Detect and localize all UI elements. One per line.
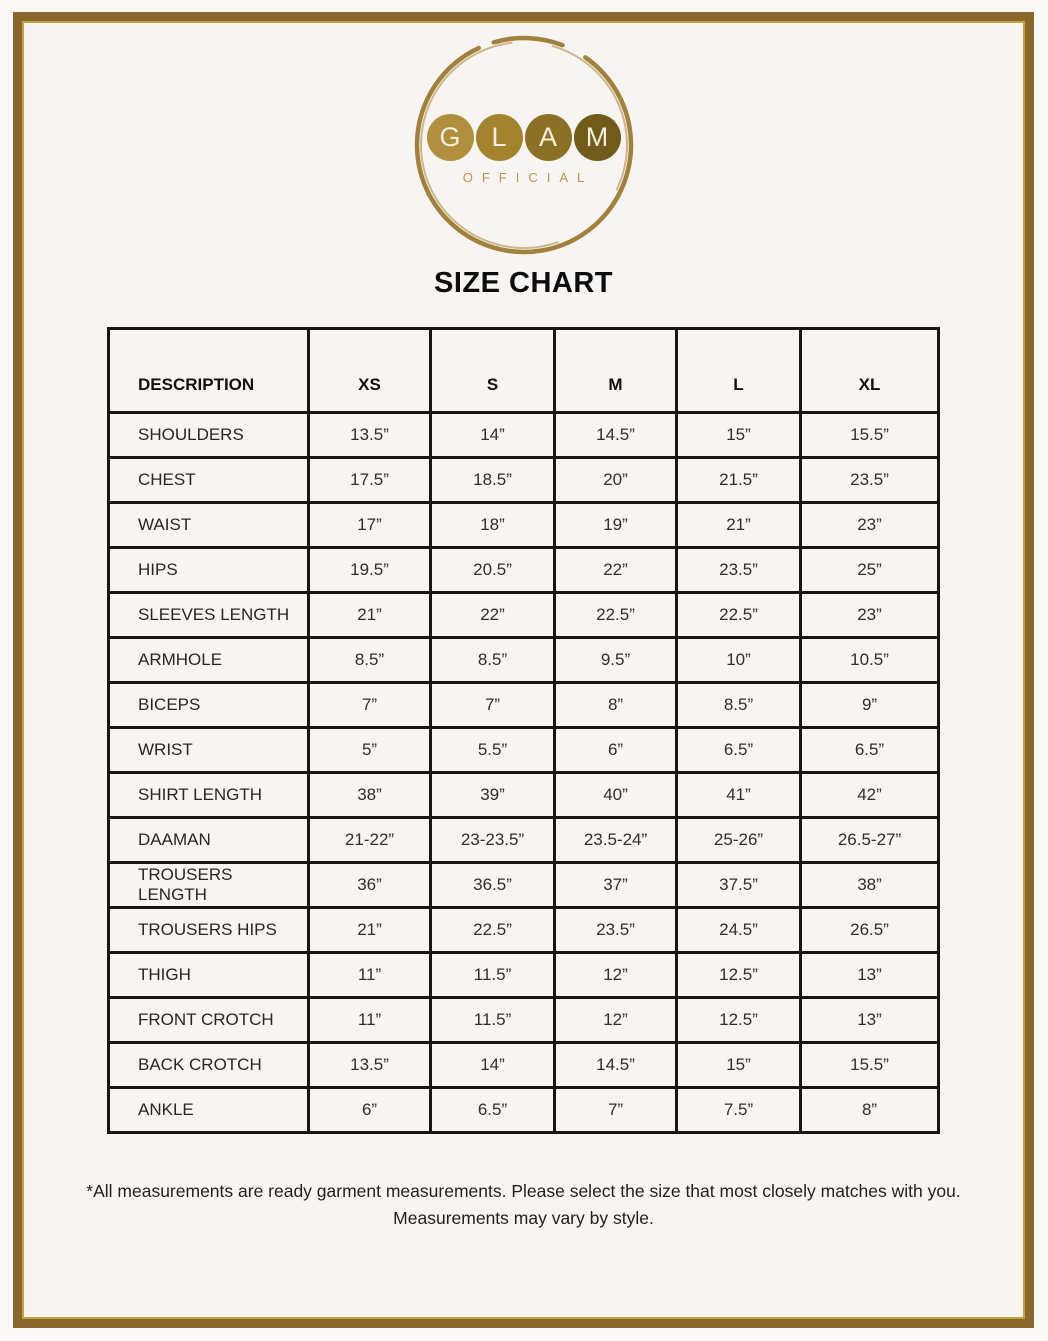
cell-value: 11” [309,998,431,1043]
row-label: DAAMAN [109,818,309,863]
cell-value: 36.5” [431,863,555,908]
cell-value: 8.5” [677,683,801,728]
cell-value: 15.5” [801,413,939,458]
column-header-description: DESCRIPTION [109,329,309,413]
cell-value: 5.5” [431,728,555,773]
cell-value: 12.5” [677,953,801,998]
cell-value: 9” [801,683,939,728]
cell-value: 38” [801,863,939,908]
cell-value: 14.5” [555,413,677,458]
cell-value: 23-23.5” [431,818,555,863]
cell-value: 21” [677,503,801,548]
table-row [109,863,939,908]
row-label: ANKLE [109,1088,309,1133]
cell-value: 11” [309,953,431,998]
column-header-xs: XS [309,329,431,413]
cell-value: 21.5” [677,458,801,503]
cell-value: 7.5” [677,1088,801,1133]
cell-value: 7” [309,683,431,728]
cell-value: 13” [801,998,939,1043]
cell-value: 37.5” [677,863,801,908]
table-row [109,503,939,548]
cell-value: 37” [555,863,677,908]
row-label: SHIRT LENGTH [109,773,309,818]
cell-value: 25” [801,548,939,593]
cell-value: 10” [677,638,801,683]
cell-value: 6.5” [801,728,939,773]
table-row [109,458,939,503]
cell-value: 24.5” [677,908,801,953]
cell-value: 14” [431,1043,555,1088]
cell-value: 38” [309,773,431,818]
cell-value: 26.5” [801,908,939,953]
cell-value: 11.5” [431,953,555,998]
cell-value: 8.5” [309,638,431,683]
size-table-header [109,329,939,413]
cell-value: 41” [677,773,801,818]
table-row [109,413,939,458]
cell-value: 22.5” [431,908,555,953]
logo-letter-circle: M [574,114,621,161]
column-header-xl: XL [801,329,939,413]
cell-value: 13.5” [309,413,431,458]
cell-value: 22” [555,548,677,593]
size-table-body [109,413,939,1133]
table-row [109,548,939,593]
cell-value: 14” [431,413,555,458]
table-row [109,1088,939,1133]
logo-letter-circle: A [525,114,572,161]
brand-logo [22,32,1025,258]
page-title: SIZE CHART [434,267,613,299]
cell-value: 6.5” [431,1088,555,1133]
logo-ring [411,32,637,258]
cell-value: 39” [431,773,555,818]
table-row [109,683,939,728]
logo-letter-circle: L [476,114,523,161]
cell-value: 26.5-27” [801,818,939,863]
cell-value: 21” [309,593,431,638]
row-label: SLEEVES LENGTH [109,593,309,638]
cell-value: 12” [555,953,677,998]
row-label: TROUSERS LENGTH [109,863,309,908]
row-label: FRONT CROTCH [109,998,309,1043]
cell-value: 42” [801,773,939,818]
cell-value: 8.5” [431,638,555,683]
cell-value: 21” [309,908,431,953]
logo-letter-circle: G [427,114,474,161]
cell-value: 17” [309,503,431,548]
cell-value: 9.5” [555,638,677,683]
cell-value: 21-22” [309,818,431,863]
row-label: TROUSERS HIPS [109,908,309,953]
cell-value: 8” [555,683,677,728]
row-label: THIGH [109,953,309,998]
table-row [109,728,939,773]
cell-value: 22.5” [555,593,677,638]
cell-value: 15” [677,413,801,458]
table-row [109,998,939,1043]
cell-value: 12.5” [677,998,801,1043]
cell-value: 22” [431,593,555,638]
logo-subtitle: OFFICIAL [462,169,594,185]
cell-value: 18” [431,503,555,548]
cell-value: 36” [309,863,431,908]
row-label: CHEST [109,458,309,503]
cell-value: 19” [555,503,677,548]
cell-value: 11.5” [431,998,555,1043]
row-label: ARMHOLE [109,638,309,683]
row-label: BACK CROTCH [109,1043,309,1088]
cell-value: 23” [801,503,939,548]
cell-value: 12” [555,998,677,1043]
row-label: BICEPS [109,683,309,728]
row-label: WRIST [109,728,309,773]
cell-value: 7” [431,683,555,728]
cell-value: 10.5” [801,638,939,683]
header-row [109,329,939,413]
cell-value: 6” [555,728,677,773]
table-row [109,1043,939,1088]
cell-value: 23.5” [677,548,801,593]
cell-value: 23.5-24” [555,818,677,863]
cell-value: 5” [309,728,431,773]
column-header-l: L [677,329,801,413]
cell-value: 25-26” [677,818,801,863]
cell-value: 23.5” [555,908,677,953]
cell-value: 15.5” [801,1043,939,1088]
cell-value: 17.5” [309,458,431,503]
table-row [109,953,939,998]
cell-value: 8” [801,1088,939,1133]
cell-value: 13.5” [309,1043,431,1088]
footnote [22,1178,1025,1232]
brush-ring-icon [411,32,637,258]
cell-value: 19.5” [309,548,431,593]
table-row [109,818,939,863]
cell-value: 6” [309,1088,431,1133]
cell-value: 23” [801,593,939,638]
column-header-m: M [555,329,677,413]
cell-value: 7” [555,1088,677,1133]
column-header-s: S [431,329,555,413]
cell-value: 14.5” [555,1043,677,1088]
table-row [109,908,939,953]
cell-value: 18.5” [431,458,555,503]
row-label: WAIST [109,503,309,548]
row-label: SHOULDERS [109,413,309,458]
table-row [109,593,939,638]
footnote-line-2: Measurements may vary by style. [393,1208,654,1229]
footnote-line-1: *All measurements are ready garment measurements. Please select the size that most closely matches with you. [86,1181,961,1201]
cell-value: 6.5” [677,728,801,773]
size-table [107,327,940,1134]
cell-value: 20” [555,458,677,503]
table-row [109,773,939,818]
cell-value: 20.5” [431,548,555,593]
cell-value: 13” [801,953,939,998]
cell-value: 22.5” [677,593,801,638]
cell-value: 40” [555,773,677,818]
cell-value: 15” [677,1043,801,1088]
gold-frame [13,12,1034,1328]
table-row [109,638,939,683]
row-label: HIPS [109,548,309,593]
cell-value: 23.5” [801,458,939,503]
